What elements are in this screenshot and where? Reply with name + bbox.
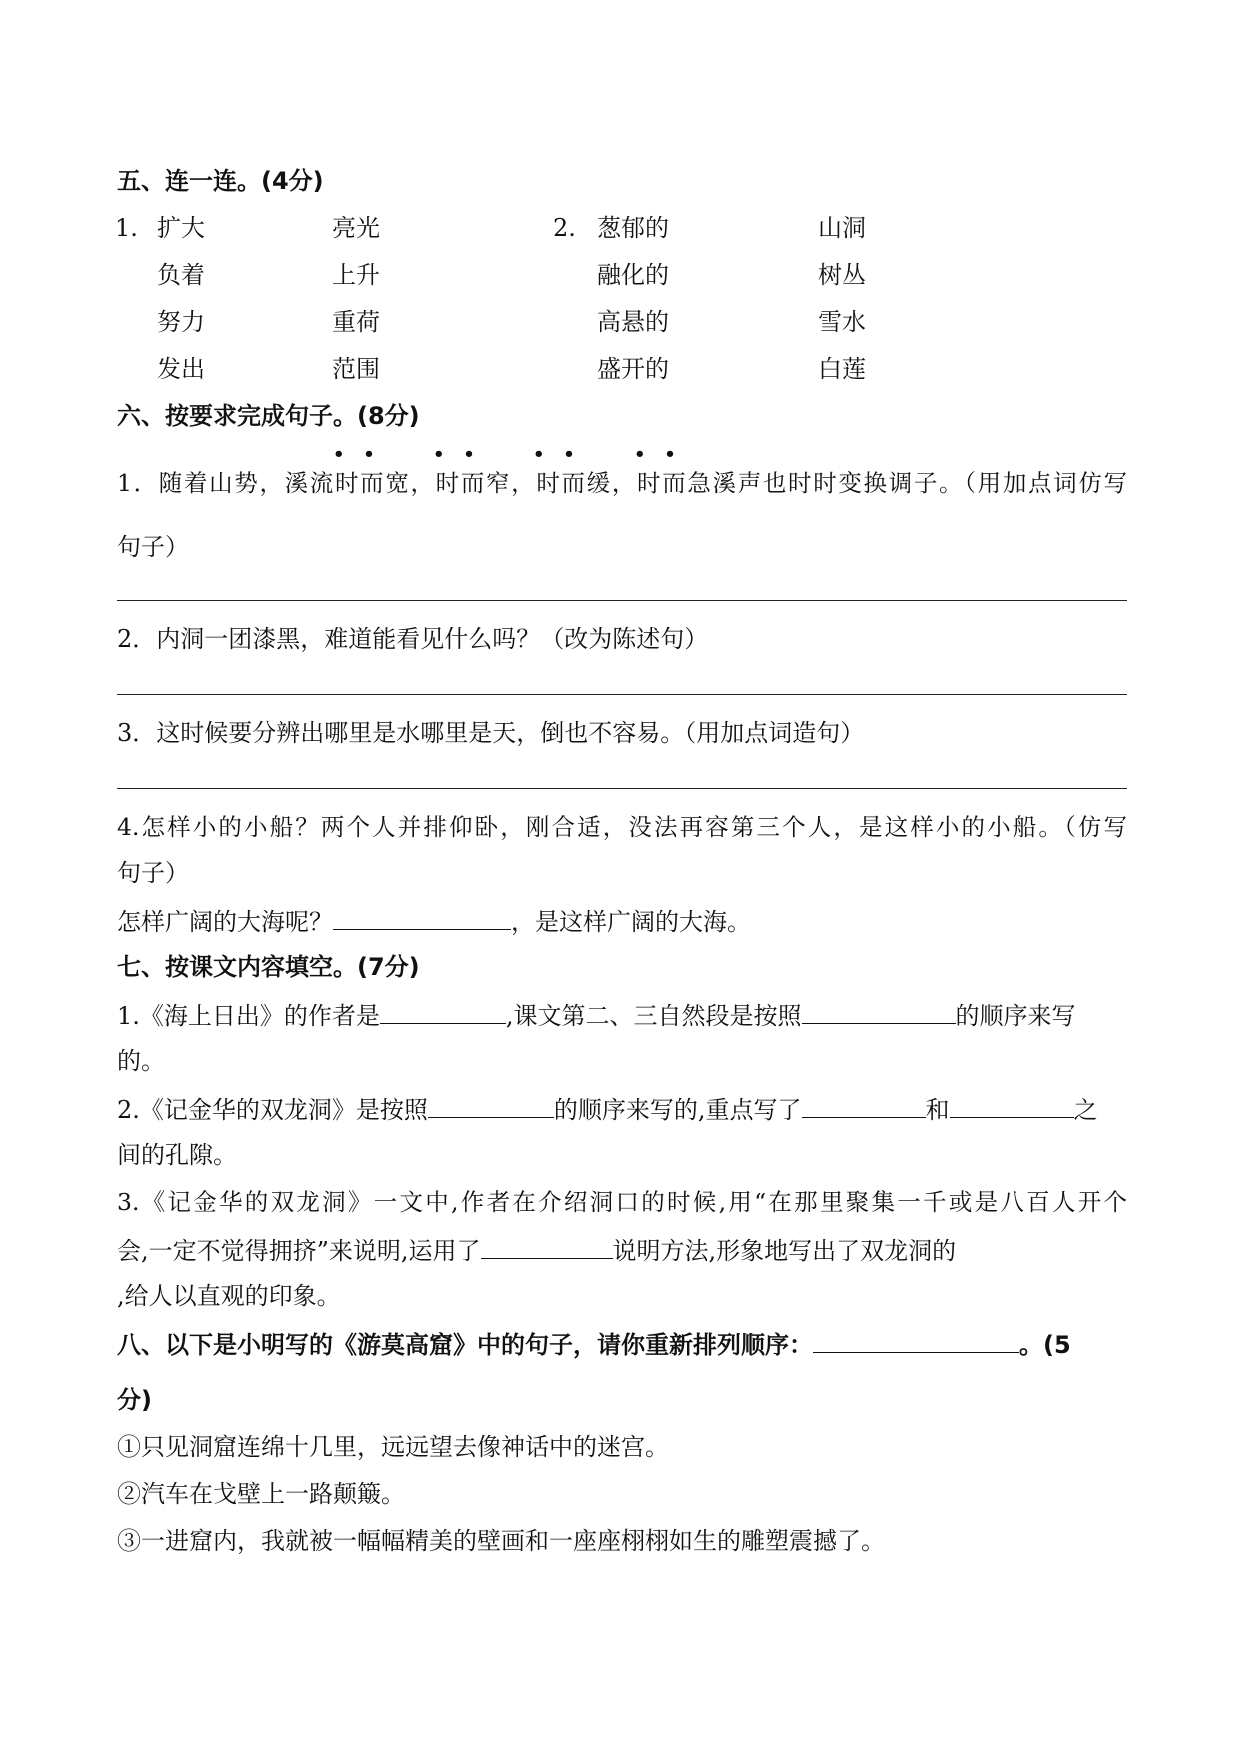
question-text: 和 <box>925 1096 950 1124</box>
fill-blank[interactable] <box>802 999 956 1024</box>
question-text: 之 <box>1073 1096 1098 1124</box>
prompt-text: ，是这样广阔的大海。 <box>511 908 751 936</box>
question-6-4-cont: 句子） <box>117 859 189 887</box>
match-right-word: 白莲 <box>818 355 866 383</box>
match-right-word: 山洞 <box>818 214 866 242</box>
emphasis-dots: • • <box>333 444 375 465</box>
match-right-word: 雪水 <box>818 308 866 336</box>
question-7-2 <box>117 1093 1098 1125</box>
fill-blank[interactable] <box>950 1093 1074 1118</box>
question-text: 说明方法,形象地写出了双龙洞的 <box>612 1237 957 1265</box>
question-text: 1.《海上日出》的作者是 <box>117 1002 380 1030</box>
question-6-4: 4.怎样小的小船？两个人并排仰卧，刚合适，没法再容第三个人，是这样小的小船。（仿写 <box>117 813 1127 841</box>
section-title-text: 。(5 <box>1019 1331 1071 1359</box>
emphasis-dots: • • <box>634 444 676 465</box>
fill-blank[interactable] <box>813 1328 1019 1353</box>
question-text: 的顺序来写的,重点写了 <box>553 1096 802 1124</box>
question-6-4-prompt <box>117 905 751 937</box>
sentence-1: ①只见洞窟连绵十几里，远远望去像神话中的迷宫。 <box>117 1433 669 1461</box>
match-right-word: 上升 <box>332 261 380 289</box>
group-2-number: 2. <box>553 214 576 242</box>
question-text: ,课文第二、三自然段是按照 <box>505 1002 802 1030</box>
question-7-1 <box>117 999 1076 1031</box>
match-right-word: 范围 <box>332 355 380 383</box>
match-right-word: 亮光 <box>332 214 380 242</box>
match-left-word: 葱郁的 <box>597 214 669 242</box>
match-left-word: 盛开的 <box>597 355 669 383</box>
question-6-2: 2．内洞一团漆黑，难道能看见什么吗？（改为陈述句） <box>117 625 709 653</box>
question-text: 2.《记金华的双龙洞》是按照 <box>117 1096 428 1124</box>
emphasis-dots: • • <box>433 444 475 465</box>
answer-line[interactable] <box>117 694 1127 695</box>
fill-blank[interactable] <box>380 999 506 1024</box>
prompt-text: 怎样广阔的大海呢？ <box>117 908 333 936</box>
section-title-text: 八、以下是小明写的《游莫高窟》中的句子，请你重新排列顺序： <box>117 1331 813 1359</box>
question-7-2-cont: 间的孔隙。 <box>117 1141 237 1169</box>
section-7-title: 七、按课文内容填空。(7分) <box>117 953 420 981</box>
emphasis-dots: • • <box>533 444 575 465</box>
match-left-word: 努力 <box>157 308 205 336</box>
question-7-3-cont <box>117 1234 956 1266</box>
question-7-3-end: ,给人以直观的印象。 <box>117 1282 341 1310</box>
match-right-word: 树丛 <box>818 261 866 289</box>
match-left-word: 发出 <box>157 355 205 383</box>
match-left-word: 扩大 <box>157 214 205 242</box>
match-left-word: 高悬的 <box>597 308 669 336</box>
answer-line[interactable] <box>117 600 1127 601</box>
fill-blank[interactable] <box>481 1234 613 1259</box>
match-left-word: 融化的 <box>597 261 669 289</box>
sentence-3: ③一进窟内，我就被一幅幅精美的壁画和一座座栩栩如生的雕塑震撼了。 <box>117 1527 885 1555</box>
section-6-title: 六、按要求完成句子。(8分) <box>117 402 420 430</box>
section-5-title: 五、连一连。(4分) <box>117 167 324 195</box>
question-6-3: 3．这时候要分辨出哪里是水哪里是天，倒也不容易。（用加点词造句） <box>117 719 865 747</box>
match-right-word: 重荷 <box>332 308 380 336</box>
match-left-word: 负着 <box>157 261 205 289</box>
question-text: 的顺序来写 <box>955 1002 1076 1030</box>
group-1-number: 1. <box>115 214 138 242</box>
sentence-2: ②汽车在戈壁上一路颠簸。 <box>117 1480 405 1508</box>
fill-blank[interactable] <box>428 1093 554 1118</box>
fill-blank[interactable] <box>333 905 511 930</box>
question-text: 会,一定不觉得拥挤”来说明,运用了 <box>117 1237 481 1265</box>
question-7-3: 3.《记金华的双龙洞》一文中,作者在介绍洞口的时候,用“在那里聚集一千或是八百人开个 <box>117 1188 1127 1216</box>
question-7-1-cont: 的。 <box>117 1047 165 1075</box>
answer-line[interactable] <box>117 788 1127 789</box>
question-6-1: 1．随着山势，溪流时而宽，时而窄，时而缓，时而急溪声也时时变换调子。（用加点词仿写 <box>117 469 1127 497</box>
section-8-title <box>117 1328 1071 1360</box>
fill-blank[interactable] <box>802 1093 926 1118</box>
question-6-1-cont: 句子） <box>117 533 189 561</box>
section-8-title-cont: 分) <box>117 1386 152 1414</box>
